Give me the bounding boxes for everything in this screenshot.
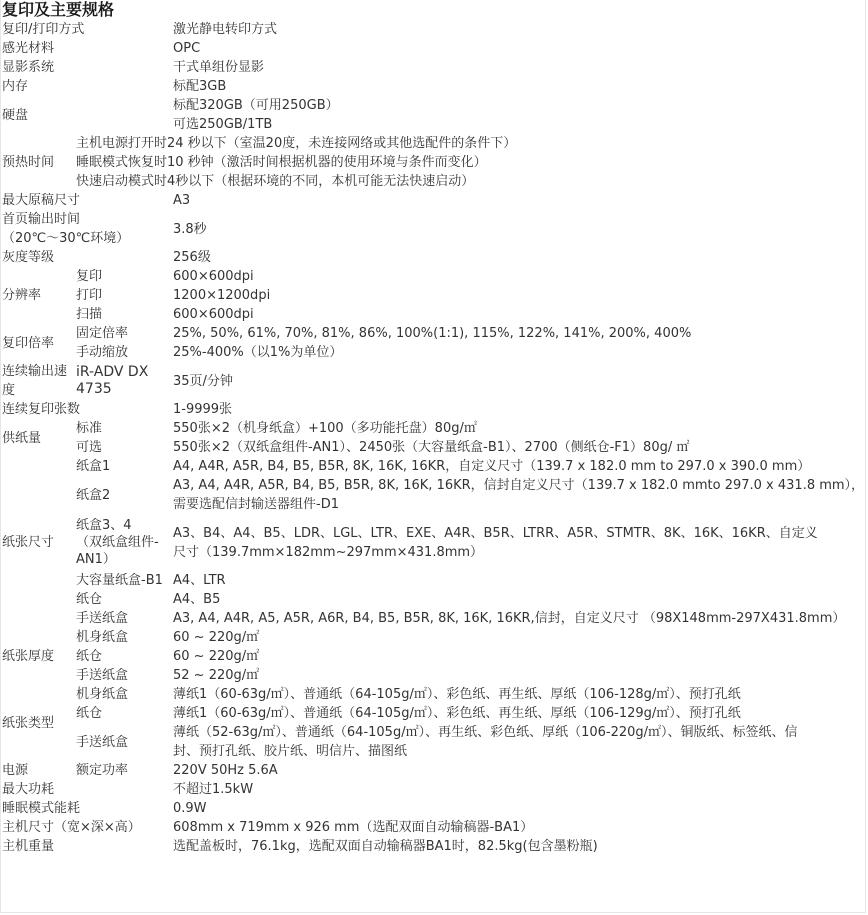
spec-sublabel: 纸盒2 [76,487,111,503]
spec-value: 25%-400%（以1%为单位） [173,345,343,360]
spec-value: 薄纸（52-63g/㎡）、普通纸（64-105g/㎡）、再生纸、彩色纸、厚纸（106-220g/㎡）、铜版纸、标签纸、信 封、预打孔纸、胶片纸、明信片、描图纸 [173,725,798,759]
spec-row [0,647,868,666]
spec-sublabel: 可选 [76,440,103,455]
spec-row [0,20,868,39]
spec-row [0,685,868,704]
spec-label: 首页输出时间 （20℃～30℃环境） [2,212,130,246]
spec-value: 220V 50Hz 5.6A [173,763,278,778]
spec-label: 最大功耗 [2,782,55,797]
spec-value: 薄纸1（60-63g/㎡）、普通纸（64-105g/㎡）、彩色纸、再生纸、厚纸（106-128g/㎡）、预打孔纸 [173,687,741,702]
spec-row [0,514,868,571]
spec-label: 最大原稿尺寸 [2,193,81,208]
spec-row [0,571,868,590]
spec-sublabel: iR-ADV DX 4735 [76,364,149,397]
spec-label: 电源 [2,763,29,778]
page-title: 复印及主要规格 [2,0,115,19]
spec-sublabel: 标准 [76,421,103,436]
spec-row [0,96,868,134]
spec-row [0,799,868,818]
spec-value: 600×600dpi [173,307,254,322]
spec-value: 52 ~ 220g/㎡ [173,668,260,683]
spec-value: 标配320GB（可用250GB） 可选250GB/1TB [173,98,339,132]
spec-sublabel: 打印 [76,288,103,303]
spec-label: 内存 [2,79,29,94]
spec-value: A4、LTR [173,573,226,588]
spec-sublabel: 纸仓 [76,592,103,607]
spec-row [0,666,868,685]
spec-sublabel: 机身纸盒 [76,630,129,645]
spec-row [0,590,868,609]
spec-row [0,400,868,419]
spec-row [0,761,868,780]
spec-row [0,609,868,628]
spec-value: 1-9999张 [173,402,233,417]
spec-value: A3 [173,193,191,208]
spec-value: 薄纸1（60-63g/㎡）、普通纸（64-105g/㎡）、彩色纸、再生纸、厚纸（106-129g/㎡）、预打孔纸 [173,706,741,721]
spec-label: 主机尺寸（宽×深×高） [2,820,141,835]
spec-sublabel: 复印 [76,269,103,284]
spec-value: A4, A4R, A5R, B4, B5, B5R, 8K, 16K, 16KR，自定义尺寸（139.7 x 182.0 mm to 297.0 x 390.0 mm） [173,459,811,474]
spec-label: 供纸量 [2,431,42,446]
spec-row [0,343,868,362]
spec-label: 复印/打印方式 [2,22,85,37]
spec-value: A3、B4、A4、B5、LDR、LGL、LTR、EXE、A4R、B5R、LTRR、A5R、STMTR、8K、16K、16KR、自定义 尺寸（139.7mm×182mm~297mm×431.8mm） [173,525,818,560]
spec-label: 纸张厚度 [2,649,55,664]
spec-value: 激光静电转印方式 [173,22,278,37]
spec-label: 主机重量 [2,839,55,854]
spec-row [0,286,868,305]
spec-value: 1200×1200dpi [173,288,271,303]
spec-label: 预热时间 [2,155,55,170]
spec-value: 选配盖板时，76.1kg，选配双面自动输稿器BA1时，82.5kg(包含墨粉瓶) [173,839,598,854]
spec-row [0,438,868,457]
spec-sublabel: 机身纸盒 [76,687,129,702]
spec-sublabel: 手送纸盒 [76,734,129,750]
spec-label: 纸张类型 [2,716,55,731]
spec-label: 灰度等级 [2,250,55,265]
spec-row [0,305,868,324]
spec-sublabel: 手送纸盒 [76,668,129,683]
spec-row [0,704,868,731]
spec-value: 主机电源打开时24 秒以下（室温20度，未连接网络或其他选配件的条件下） 睡眠模式恢复时10 秒钟（激活时间根据机器的使用环境与条件而变化） 快速启动模式时4秒以下（根据环境的不同，本机可能无法快速启动） [76,136,517,189]
spec-sublabel: 纸仓 [76,706,103,721]
spec-value: OPC [173,41,201,56]
spec-value: 标配3GB [173,79,227,94]
spec-label: 复印倍率 [2,336,55,351]
spec-sublabel: 固定倍率 [76,326,129,341]
spec-value: A3, A4, A4R, A5R, B4, B5, B5R, 8K, 16K, 16KR，信封自定义尺寸（139.7 x 182.0 mmto 297.0 x 431.8 mm）， 需要选配信封输送器组件-D1 [173,478,865,512]
spec-row [0,419,868,446]
spec-value: 干式单组份显影 [173,60,265,75]
spec-value: 600×600dpi [173,269,254,284]
spec-row [0,210,868,248]
spec-row [0,457,868,476]
spec-row [0,723,868,761]
spec-value: 0.9W [173,801,207,816]
spec-row [0,818,868,837]
spec-row [0,134,868,191]
spec-sublabel: 纸盒3、4 （双纸盒组件- AN1） [76,518,159,567]
spec-sublabel: 手动缩放 [76,345,129,360]
spec-label: 连续输出速 度 [2,364,68,398]
spec-value: 256级 [173,250,211,265]
spec-row [0,77,868,96]
spec-label: 显影系统 [2,60,55,75]
spec-value: 60 ~ 220g/㎡ [173,630,260,645]
spec-row [0,362,868,400]
spec-row [0,248,868,267]
spec-value: A4、B5 [173,592,221,607]
spec-label: 纸张尺寸 [2,535,55,550]
spec-value: 550张×2（机身纸盒）+100（多功能托盘）80g/㎡ [173,421,477,436]
spec-value: 不超过1.5kW [173,782,254,797]
spec-row [0,324,868,351]
spec-sublabel: 纸仓 [76,649,103,664]
spec-sublabel: 额定功率 [76,763,129,778]
spec-row [0,837,868,856]
spec-sublabel: 手送纸盒 [76,611,129,626]
spec-value: 3.8秒 [173,221,207,237]
spec-row [0,267,868,286]
spec-label: 睡眠模式能耗 [2,801,81,816]
spec-label: 连续复印张数 [2,402,81,417]
spec-sublabel: 大容量纸盒-B1 [76,573,163,588]
spec-row [0,39,868,58]
spec-value: 35页/分钟 [173,373,233,389]
spec-label: 感光材料 [2,41,55,56]
spec-value: 60 ~ 220g/㎡ [173,649,260,664]
spec-label: 硬盘 [2,107,29,123]
spec-value: 550张×2（双纸盒组件-AN1）、2450张（大容量纸盒-B1）、2700（侧纸仓-F1）80g/ ㎡ [173,440,690,455]
spec-value: 608mm x 719mm x 926 mm（选配双面自动输稿器-BA1） [173,820,534,835]
spec-sublabel: 扫描 [76,307,103,322]
spec-sublabel: 纸盒1 [76,459,111,474]
spec-row [0,780,868,799]
spec-row [0,628,868,647]
spec-row [0,476,868,514]
spec-row [0,191,868,210]
spec-value: A3, A4, A4R, A5, A5R, A6R, B4, B5, B5R, 8K, 16K, 16KR,信封，自定义尺寸 （98X148mm-297X431.8mm） [173,611,846,626]
spec-value: 25%, 50%, 61%, 70%, 81%, 86%, 100%(1:1), 115%, 122%, 141%, 200%, 400% [173,326,692,341]
spec-label: 分辨率 [2,288,42,303]
spec-row [0,58,868,77]
